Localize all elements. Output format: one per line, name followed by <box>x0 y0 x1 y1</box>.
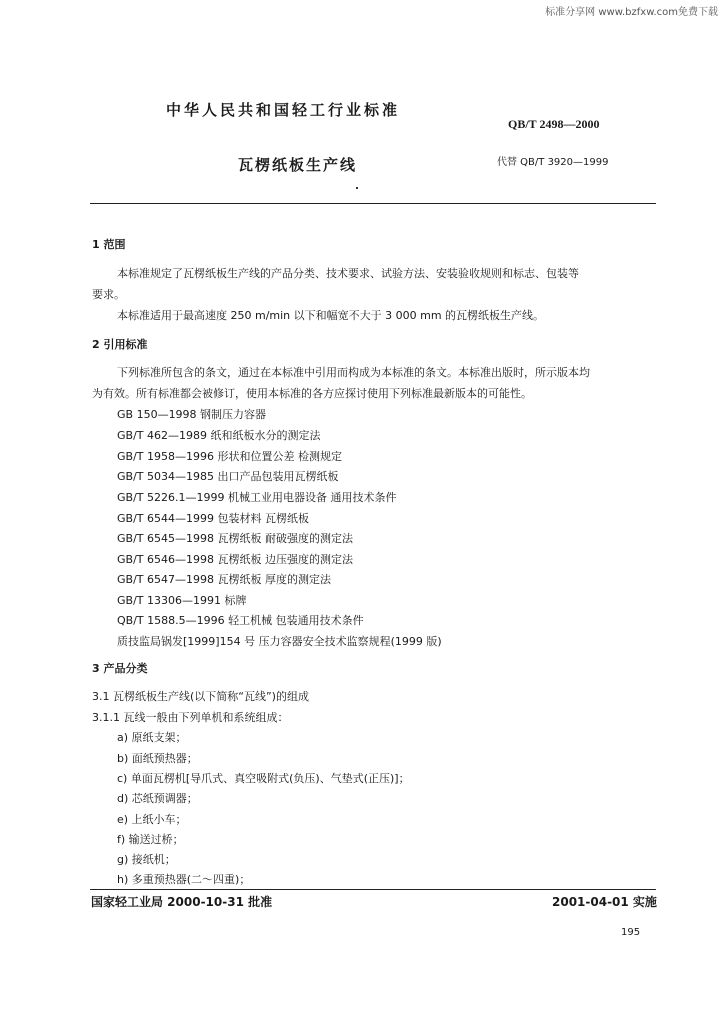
reference-item: GB/T 5226.1—1999 机械工业用电器设备 通用技术条件 <box>117 491 397 504</box>
list-item: f) 输送过桥； <box>117 833 184 846</box>
reference-item: GB/T 6547—1998 瓦楞纸板 厚度的测定法 <box>117 573 331 586</box>
reference-item: GB/T 13306—1991 标牌 <box>117 594 247 607</box>
reference-item: GB 150—1998 钢制压力容器 <box>117 408 267 421</box>
section-1-heading: 1 范围 <box>92 238 126 251</box>
implementation-date: 2001-04-01 实施 <box>552 895 657 909</box>
reference-item: GB/T 1958—1996 形状和位置公差 检测规定 <box>117 450 342 463</box>
standard-code: QB/T 2498—2000 <box>508 117 600 131</box>
watermark-text: 标准分享网 www.bzfxw.com免费下载 <box>545 7 718 18</box>
section-3-1-1-heading: 3.1.1 瓦线一般由下列单机和系统组成： <box>92 711 289 724</box>
section-2-paragraph-1b: 为有效。所有标准都会被修订，使用本标准的各方应探讨使用下列标准最新版本的可能性。 <box>92 387 532 400</box>
section-1-paragraph-1a: 本标准规定了瓦楞纸板生产线的产品分类、技术要求、试验方法、安装验收规则和标志、包装等 <box>117 267 579 280</box>
section-1-paragraph-1b: 要求。 <box>92 288 125 301</box>
list-item: b) 面纸预热器； <box>117 752 198 765</box>
reference-item: GB/T 6546—1998 瓦楞纸板 边压强度的测定法 <box>117 553 353 566</box>
section-2-heading: 2 引用标准 <box>92 338 148 351</box>
list-item: e) 上纸小车； <box>117 813 187 826</box>
list-item: d) 芯纸预调器； <box>117 792 198 805</box>
reference-item: QB/T 1588.5—1996 轻工机械 包装通用技术条件 <box>117 614 364 627</box>
section-3-1-heading: 3.1 瓦楞纸板生产线(以下简称“瓦线”)的组成 <box>92 690 309 703</box>
section-2-paragraph-1a: 下列标准所包含的条文，通过在本标准中引用而构成为本标准的条文。本标准出版时，所示版本均 <box>117 366 590 379</box>
section-3-heading: 3 产品分类 <box>92 662 148 675</box>
reference-item: GB/T 6545—1998 瓦楞纸板 耐破强度的测定法 <box>117 532 353 545</box>
list-item: g) 接纸机； <box>117 853 176 866</box>
section-1-paragraph-2: 本标准适用于最高速度 250 m/min 以下和幅宽不大于 3 000 mm 的瓦楞纸板生产线。 <box>117 309 545 322</box>
reference-item: GB/T 462—1989 纸和纸板水分的测定法 <box>117 429 321 442</box>
reference-item: GB/T 6544—1999 包装材料 瓦楞纸板 <box>117 512 309 525</box>
footer-divider <box>90 889 656 890</box>
header-divider <box>90 203 656 204</box>
list-item: h) 多重预热器(二～四重)； <box>117 873 251 886</box>
reference-item: 质技监局锅发[1999]154 号 压力容器安全技术监察规程(1999 版) <box>117 635 442 648</box>
list-item: a) 原纸支架； <box>117 731 187 744</box>
standard-name: 中华人民共和国轻工行业标准 <box>166 101 401 119</box>
approval-date: 国家轻工业局 2000-10-31 批准 <box>91 895 273 909</box>
reference-item: GB/T 5034—1985 出口产品包装用瓦楞纸板 <box>117 470 339 483</box>
document-title: 瓦楞纸板生产线 <box>238 156 358 174</box>
replaces-note: 代替 QB/T 3920—1999 <box>497 157 609 168</box>
list-item: c) 单面瓦楞机[导爪式、真空吸附式(负压)、气垫式(正压)]； <box>117 772 410 785</box>
page-number: 195 <box>621 927 641 938</box>
scan-dot <box>356 187 358 189</box>
